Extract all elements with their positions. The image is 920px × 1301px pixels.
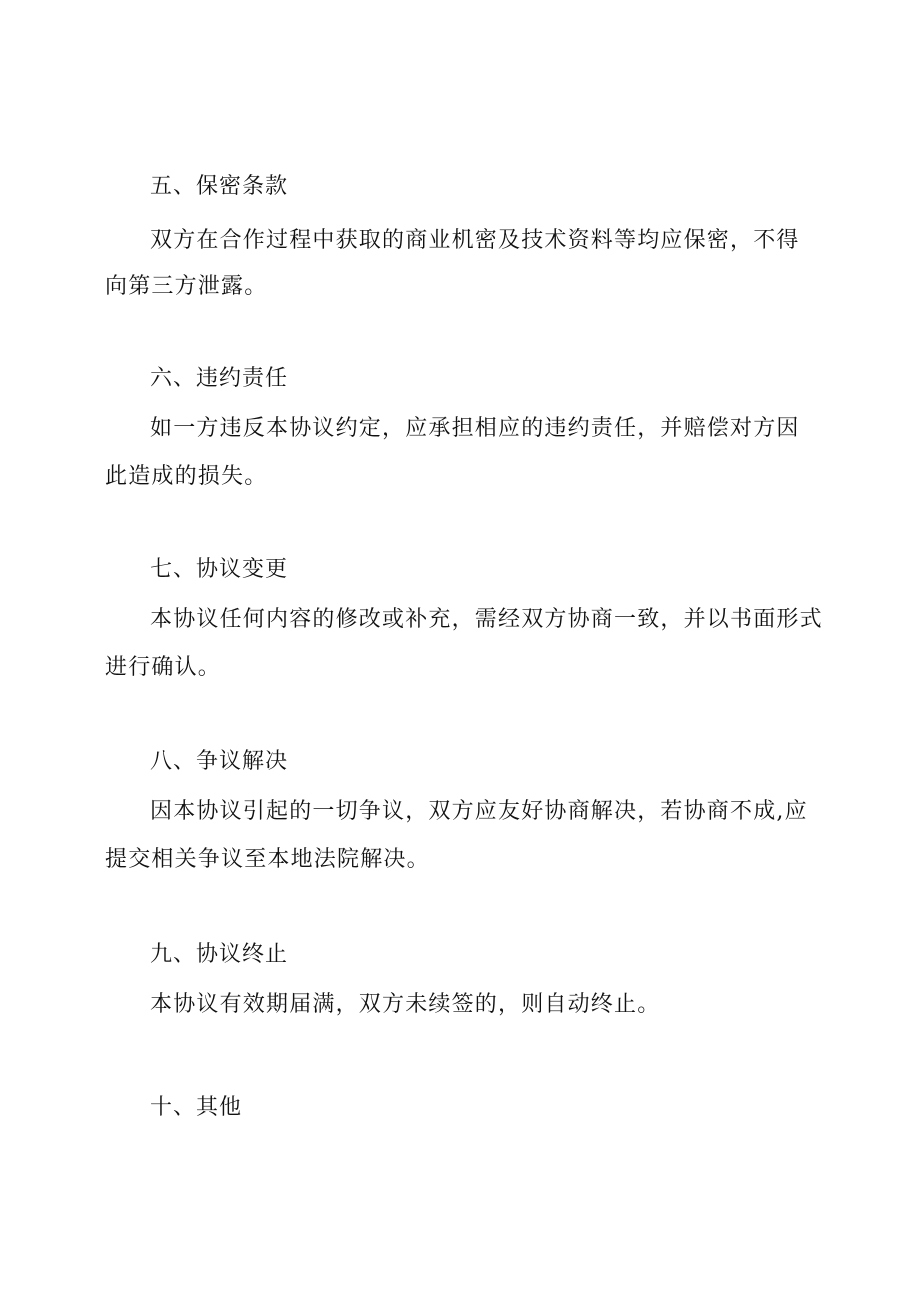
paragraph-line: 进行确认。 xyxy=(105,655,222,680)
section-heading: 九、协议终止 xyxy=(150,942,289,967)
paragraph-line: 向第三方泄露。 xyxy=(105,274,268,299)
paragraph-line: 如一方违反本协议约定，应承担相应的违约责任，并赔偿对方因 xyxy=(150,416,800,441)
paragraph-line: 此造成的损失。 xyxy=(105,464,268,489)
section-heading: 七、协议变更 xyxy=(150,557,289,582)
paragraph-line: 提交相关争议至本地法院解决。 xyxy=(105,847,430,872)
paragraph-line: 本协议有效期届满，双方未续签的，则自动终止。 xyxy=(150,992,661,1017)
section-heading: 八、争议解决 xyxy=(150,749,289,774)
section-heading: 五、保密条款 xyxy=(150,174,289,199)
paragraph-line: 本协议任何内容的修改或补充，需经双方协商一致，并以书面形式 xyxy=(150,607,823,632)
paragraph-line: 双方在合作过程中获取的商业机密及技术资料等均应保密，不得 xyxy=(150,228,800,253)
section-heading: 六、违约责任 xyxy=(150,366,289,391)
section-heading: 十、其他 xyxy=(150,1095,243,1120)
paragraph-line: 因本协议引起的一切争议，双方应友好协商解决，若协商不成,应 xyxy=(150,799,808,824)
